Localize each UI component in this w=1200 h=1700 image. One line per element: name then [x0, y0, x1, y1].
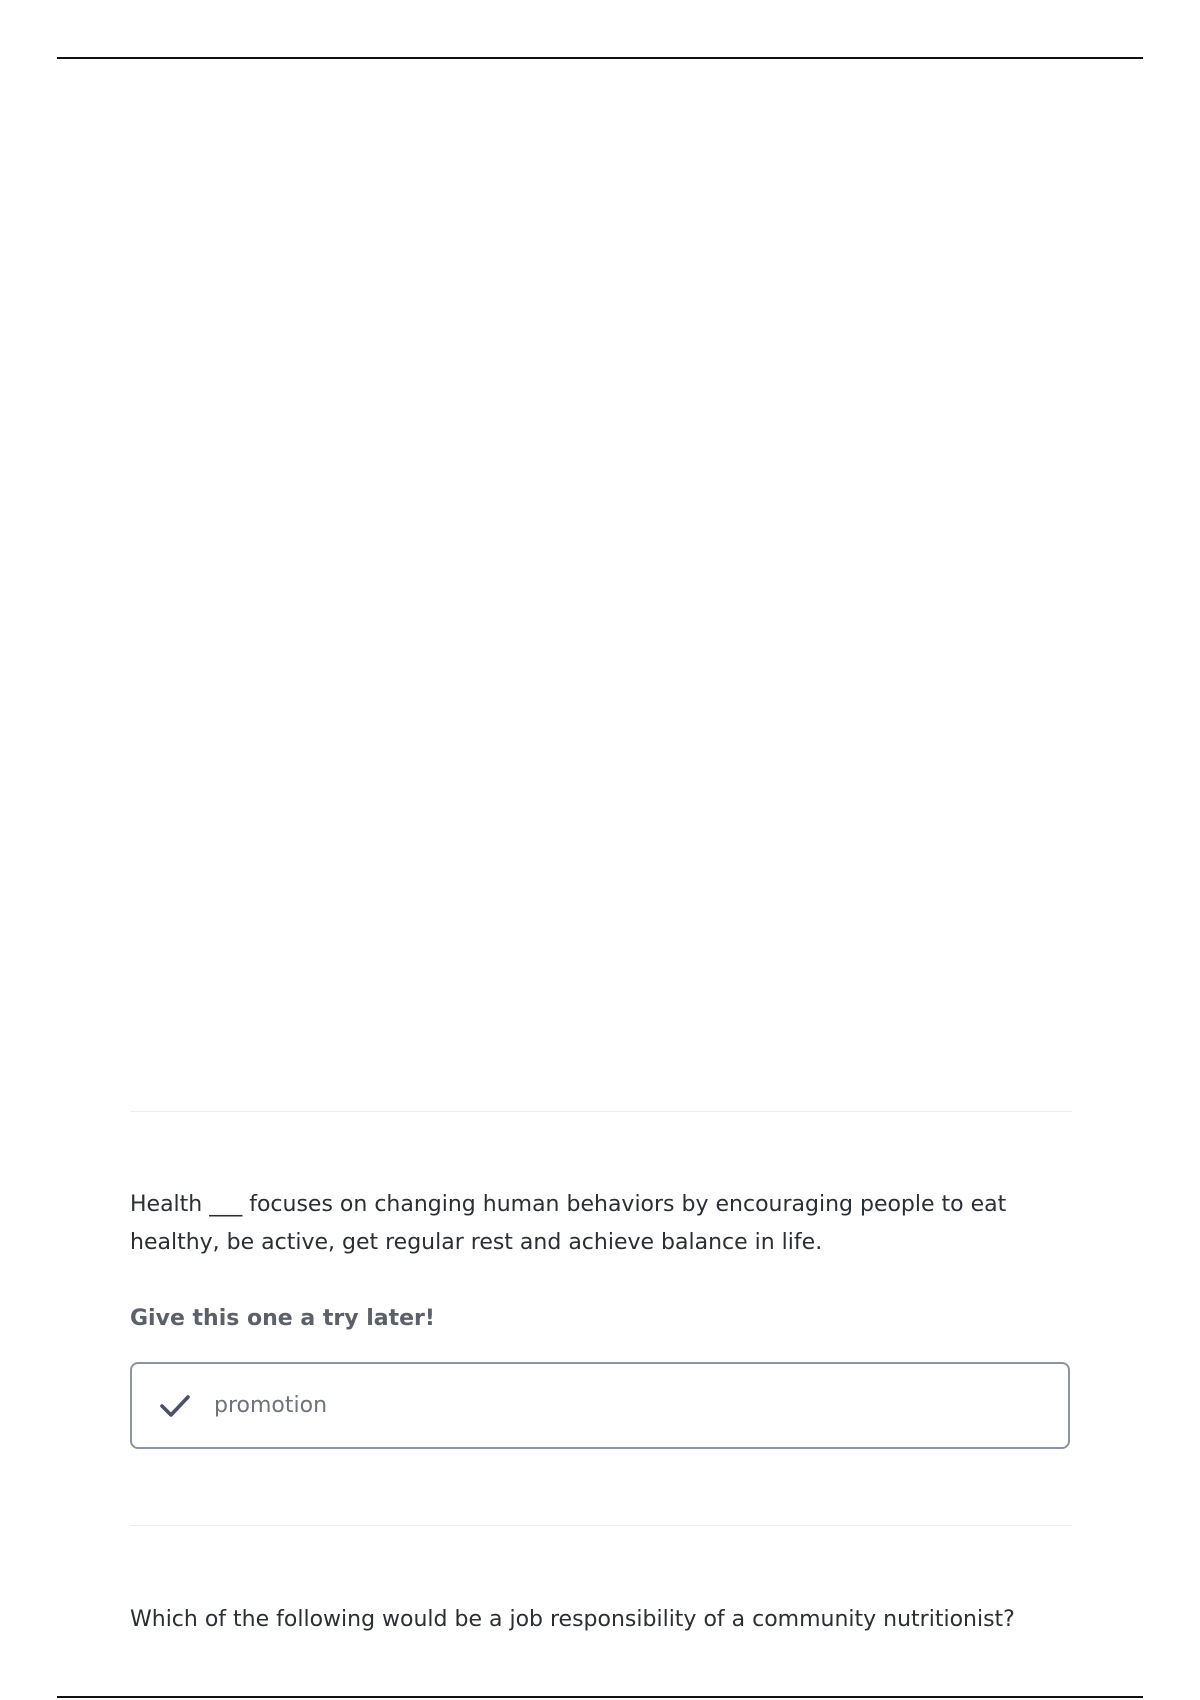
card-divider — [130, 1111, 1072, 1112]
answer-text: promotion — [214, 1393, 328, 1418]
hint-text: Give this one a try later! — [130, 1306, 435, 1331]
page-top-rule — [57, 57, 1143, 59]
check-icon — [158, 1389, 192, 1423]
card-divider — [130, 1525, 1072, 1526]
question-text: Health ___ focuses on changing human behaviors by encouraging people to eat healthy, be active, get regular rest and achieve balance in life. — [130, 1192, 1007, 1255]
question-text: Which of the following would be a job responsibility of a community nutritionist? — [130, 1607, 1015, 1632]
page-bottom-rule — [57, 1696, 1143, 1698]
answer-option[interactable] — [130, 1362, 1070, 1449]
